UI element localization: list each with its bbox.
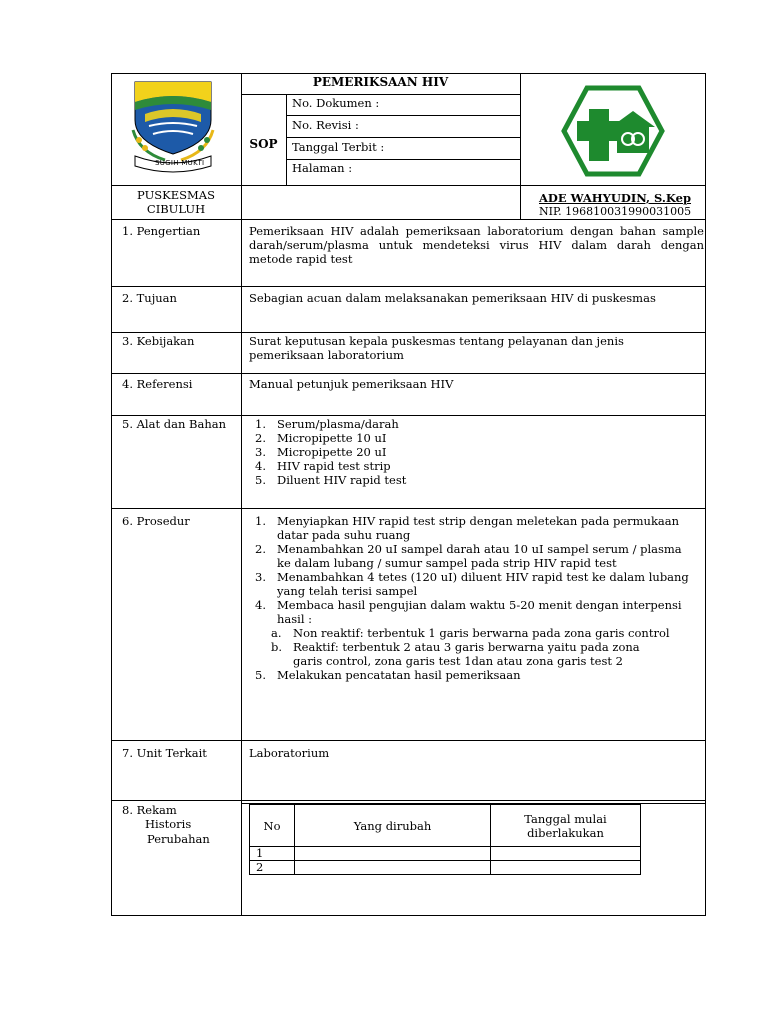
table-header-changed: Yang dirubah xyxy=(295,805,491,847)
field-no-revisi: No. Revisi : xyxy=(292,118,359,132)
label-unit-terkait: 7. Unit Terkait xyxy=(122,746,207,760)
document-title: PEMERIKSAAN HIV xyxy=(312,75,449,89)
list-item: 1. Serum/plasma/darah xyxy=(255,417,399,431)
field-tanggal-terbit: Tanggal Terbit : xyxy=(292,140,385,154)
label-kebijakan: 3. Kebijakan xyxy=(122,334,195,348)
list-item: 2. Menambahkan 20 uI sampel darah atau 10 uI sampel serum / plasma ke dalam lubang / sumur sampel pada strip HIV rapid test xyxy=(255,542,682,570)
label-prosedur: 6. Prosedur xyxy=(122,514,190,528)
text-kebijakan-line2: pemeriksaan laboratorium xyxy=(249,348,404,362)
label-referensi: 4. Referensi xyxy=(122,377,193,391)
list-item: 3. Menambahkan 4 tetes (120 uI) diluent HIV rapid test ke dalam lubang yang telah terisi sampel xyxy=(255,570,689,598)
institution-name-line1: PUSKESMAS xyxy=(137,188,215,202)
table-row: 1 xyxy=(250,847,641,861)
list-item: b. Reaktif: terbentuk 2 atau 3 garis berwarna yaitu pada zona garis control, zona garis test 1dan atau zona garis test 2 xyxy=(271,640,640,668)
institution-name-line2: CIBULUH xyxy=(146,202,206,216)
list-item: 4. HIV rapid test strip xyxy=(255,459,391,473)
district-emblem-icon xyxy=(125,80,221,174)
list-item: 4. Membaca hasil pengujian dalam waktu 5-20 menit dengan interpensi hasil : a. Non reaktif: terbentuk 1 garis berwarna pada zona garis control b. Reaktif: terbentuk 2 atau 3 garis berwarna yaitu pada zona garis control, zona garis test 1dan atau zona garis test 2 xyxy=(249,598,689,668)
list-item: 5. Melakukan pencatatan hasil pemeriksaan xyxy=(255,668,521,682)
result-interpretation-list xyxy=(249,626,689,668)
prosedur-list xyxy=(249,514,689,682)
revision-history-table xyxy=(249,804,641,875)
table-row: 2 xyxy=(250,861,641,875)
list-item: 1. Menyiapkan HIV rapid test strip dengan meletekan pada permukaan datar pada suhu ruang xyxy=(255,514,680,542)
signer-name: ADE WAHYUDIN, S.Kep xyxy=(539,191,692,205)
text-referensi: Manual petunjuk pemeriksaan HIV xyxy=(249,377,454,391)
list-item: 3. Micropipette 20 uI xyxy=(255,445,387,459)
label-rekam-line2: Historis xyxy=(145,817,192,831)
table-header-no: No xyxy=(250,805,295,847)
emblem-motto: SUGIH MUKTI xyxy=(155,159,205,167)
label-alat-bahan: 5. Alat dan Bahan xyxy=(122,417,226,431)
label-rekam-line3: Perubahan xyxy=(147,832,210,846)
sop-label: SOP xyxy=(249,137,278,151)
label-rekam-line1: 8. Rekam xyxy=(122,803,177,817)
table-header-date: Tanggal mulai diberlakukan xyxy=(491,805,641,847)
text-unit-terkait: Laboratorium xyxy=(249,746,330,760)
label-tujuan: 2. Tujuan xyxy=(122,291,177,305)
signer-nip: NIP. 196810031990031005 xyxy=(539,205,692,218)
field-halaman: Halaman : xyxy=(292,161,353,175)
list-item: 2. Micropipette 10 uI xyxy=(255,431,387,445)
label-pengertian: 1. Pengertian xyxy=(122,224,201,238)
list-item: 5. Diluent HIV rapid test xyxy=(255,473,407,487)
alat-bahan-list xyxy=(249,417,406,487)
puskesmas-logo-icon xyxy=(561,85,665,177)
text-kebijakan-line1: Surat keputusan kepala puskesmas tentang pelayanan dan jenis xyxy=(249,334,624,348)
text-pengertian: Pemeriksaan HIV adalah pemeriksaan laboratorium dengan bahan sample darah/serum/plasma untuk mendeteksi virus HIV dalam darah dengan metode rapid test xyxy=(249,224,704,266)
list-item: a. Non reaktif: terbentuk 1 garis berwarna pada zona garis control xyxy=(271,626,670,640)
field-no-dokumen: No. Dokumen : xyxy=(292,96,380,110)
text-tujuan: Sebagian acuan dalam melaksanakan pemeriksaan HIV di puskesmas xyxy=(249,291,656,305)
